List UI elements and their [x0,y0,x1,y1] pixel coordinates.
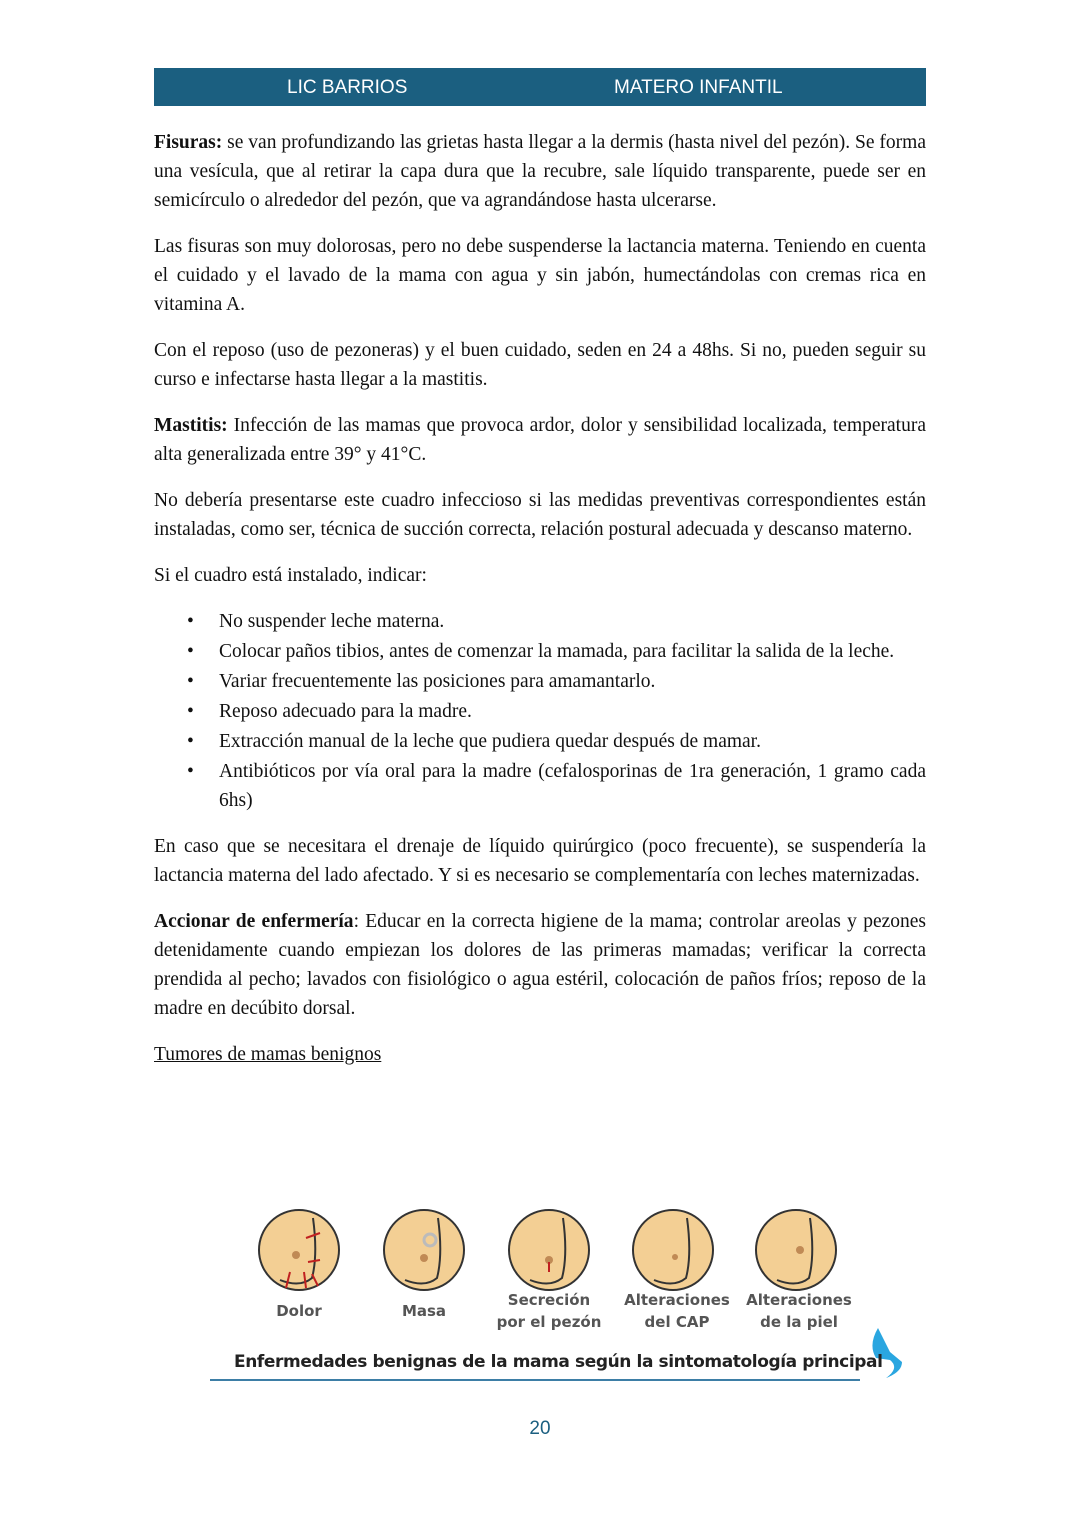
paragraph-mastitis [154,411,926,469]
breast-icon-secrecion [509,1210,589,1290]
heading-text: Tumores de mamas benignos [154,1044,382,1065]
page-number: 20 [529,1418,551,1439]
text: Infección de las mamas que provoca ardor, dolor y sensibilidad localizada, temperatura alta generalizada entre 39° y 41°C. [154,415,926,465]
section-heading-tumores [154,1040,926,1069]
paragraph: Si el cuadro está instalado, indicar: [154,565,427,586]
list-item: • No suspender leche materna. [219,607,926,636]
header-author: LIC BARRIOS [287,77,408,98]
paragraph-fisuras [154,128,926,215]
paragraph-accionar [154,907,926,1023]
breast-icon-piel [756,1210,836,1290]
paragraph: No debería presentarse este cuadro infeccioso si las medidas preventivas correspondientes están instaladas, como ser, técnica de succión correcta, relación postural adecuada y descanso materno. [154,490,926,540]
list-item: • Antibióticos por vía oral para la madre (cefalosporinas de 1ra generación, 1 gramo cada 6hs) [219,757,926,815]
list-item: • Colocar paños tibios, antes de comenzar la mamada, para facilitar la salida de la leche. [219,637,926,666]
list-item: • Reposo adecuado para la madre. [219,697,926,726]
paragraph: En caso que se necesitara el drenaje de líquido quirúrgico (poco frecuente), se suspendería la lactancia materna del lado afectado. Y si es necesario se complementaría con leches maternizadas. [154,836,926,886]
breast-icon-cap [633,1210,713,1290]
text: : Educar en la correcta higiene de la mama; controlar areolas y pezones detenidamente cuando empiezan los dolores de las primeras mamadas; verificar la correcta prendida al pecho; lavados con fisiológico o agua estéril, colocación de paños fríos; reposo de la madre en decúbito dorsal. [154,911,926,1019]
label-piel: Alteraciones de la piel [746,1291,852,1331]
body-text [154,128,926,1086]
text: se van profundizando las grietas hasta llegar a la dermis (hasta nivel del pezón). Se forma una vesícula, que al retirar la capa dura que la recubre, sale líquido transparente, puede ser en semicírculo o alrededor del pezón, que va agrandándose hasta ulcerarse. [154,132,926,211]
breast-symptoms-figure [200,1200,920,1400]
figure-caption: Enfermedades benignas de la mama según la sintomatología principal [234,1352,883,1372]
caption-underline [210,1379,860,1381]
list-item: • Extracción manual de la leche que pudiera quedar después de mamar. [219,727,926,756]
term-accionar: Accionar de enfermería [154,911,354,932]
label-masa: Masa [401,1302,447,1320]
breast-icon-dolor [259,1210,339,1290]
header-subject: MATERO INFANTIL [614,77,783,98]
bullet-list [154,607,926,815]
paragraph: Con el reposo (uso de pezoneras) y el buen cuidado, seden en 24 a 48hs. Si no, pueden seguir su curso e infectarse hasta llegar a la mastitis. [154,340,926,390]
list-item: • Variar frecuentemente las posiciones para amamantarlo. [219,667,926,696]
term-fisuras: Fisuras: [154,132,223,153]
breast-icon-masa [384,1210,464,1290]
label-dolor: Dolor [276,1302,322,1320]
label-cap: Alteraciones del CAP [624,1291,730,1331]
paragraph: Las fisuras son muy dolorosas, pero no debe suspenderse la lactancia materna. Teniendo en cuenta el cuidado y el lavado de la mama con agua y sin jabón, humectándolas con cremas rica en vitamina A. [154,236,926,315]
page-header [154,68,926,106]
term-mastitis: Mastitis: [154,415,228,436]
label-secrecion: Secreción por el pezón [496,1291,602,1331]
